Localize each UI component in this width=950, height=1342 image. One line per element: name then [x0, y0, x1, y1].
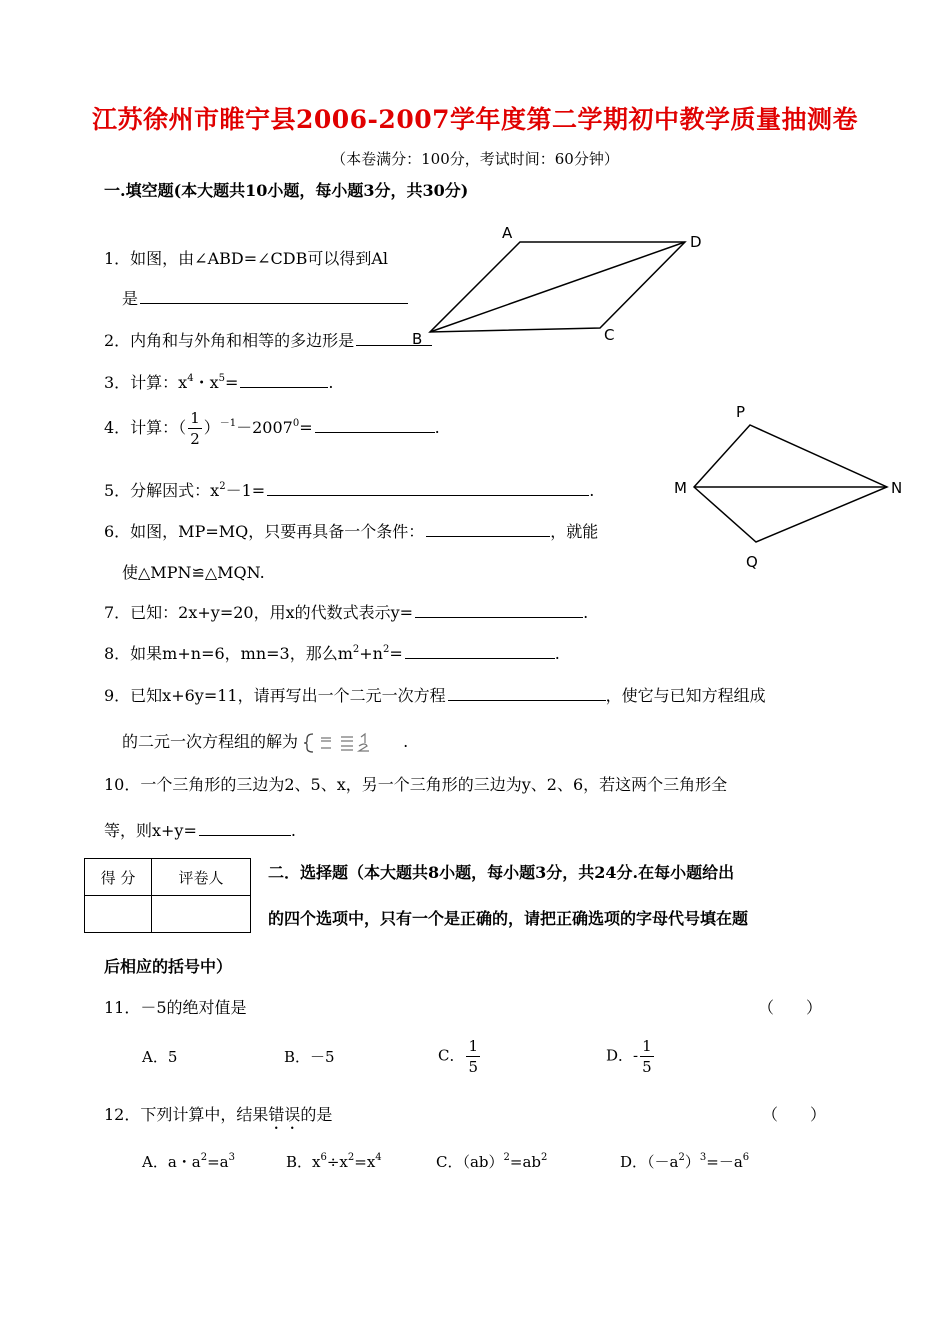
q12-stem-post: 的是 — [300, 1105, 333, 1124]
page-title: 江苏徐州市睢宁县2006-2007学年度第二学期初中教学质量抽测卷 — [91, 105, 859, 134]
q11-option-b[interactable]: B．－5 — [284, 1048, 335, 1066]
q3-end: . — [328, 373, 334, 392]
q1-line2 — [122, 286, 408, 309]
section1-heading: 一.填空题(本大题共10小题，每小题3分，共30分) — [104, 181, 469, 200]
q12-answer-paren[interactable]: （ ） — [762, 1105, 827, 1124]
q12-option-c[interactable] — [436, 1151, 547, 1172]
q7-text: 7．已知：2x+y=20，用x的代数式表示y= — [104, 603, 414, 622]
diagonal-bd — [430, 242, 685, 332]
q7-end: . — [583, 603, 589, 622]
q11-d-den: 5 — [642, 1058, 652, 1076]
q6-line1-end: ，就能 — [550, 522, 599, 541]
q5-end: . — [589, 481, 595, 500]
q2-text: 2．内角和与外角和相等的多边形是 — [104, 331, 355, 350]
q4-num: 1 — [190, 409, 200, 427]
q7 — [104, 600, 588, 623]
score-table — [84, 858, 251, 933]
q11-c-fraction — [466, 1036, 480, 1077]
q5-exp: 2 — [219, 481, 226, 492]
label-m: M — [674, 479, 687, 497]
q11-option-d[interactable] — [606, 1036, 656, 1077]
q8-blank[interactable] — [405, 642, 555, 659]
section2-line1: 二．选择题（本大题共8小题，每小题3分，共24分.在每小题给出 — [268, 863, 735, 882]
score-header: 得 分 — [85, 859, 152, 896]
q12-b-e1: 6 — [320, 1152, 327, 1163]
q8-end: . — [554, 644, 560, 663]
q11-c-den: 5 — [468, 1058, 479, 1076]
q8-exp1: 2 — [352, 644, 360, 655]
q12-c-mid: =ab — [509, 1153, 542, 1171]
section2-line3: 后相应的括号中） — [104, 957, 233, 976]
q10-end: . — [290, 821, 296, 840]
q2-blank[interactable] — [356, 329, 432, 346]
q9-blank[interactable] — [448, 684, 606, 701]
q12-d-mid2: =－a — [706, 1153, 743, 1171]
q12-c-e1: 2 — [503, 1152, 510, 1163]
q3-exp2: 5 — [218, 373, 225, 384]
q12-option-d[interactable] — [620, 1151, 749, 1172]
q12-b-mid2: =x — [354, 1153, 376, 1171]
q5 — [104, 478, 594, 501]
q4-mid: ） — [203, 418, 220, 437]
q11-d-fraction — [640, 1036, 654, 1077]
q8-pre: 8．如果m+n=6，mn=3，那么m — [104, 644, 353, 663]
grader-header: 评卷人 — [152, 859, 251, 896]
q12-a-e1: 2 — [200, 1152, 208, 1163]
q4 — [104, 408, 440, 449]
q11-c-label: C． — [438, 1046, 465, 1065]
q12-stem — [104, 1102, 332, 1133]
q6-blank[interactable] — [426, 520, 550, 537]
q9-line1 — [104, 683, 766, 706]
q12-a-pre: A．a・a — [142, 1153, 201, 1171]
q5-blank[interactable] — [267, 479, 589, 496]
q10-line1: 10．一个三角形的三边为2、5、x，另一个三角形的三边为y、2、6，若这两个三角形全 — [104, 775, 728, 794]
q8-mid: +n — [359, 644, 383, 663]
q12-option-a[interactable] — [142, 1151, 235, 1172]
q3-post: = — [225, 373, 239, 392]
q12-d-e3: 6 — [742, 1152, 750, 1163]
q4-blank[interactable] — [315, 416, 435, 433]
q4-post: = — [299, 418, 313, 437]
q3-mid: ・x — [193, 373, 219, 392]
label-a: A — [502, 224, 513, 242]
q6-line1 — [104, 519, 598, 542]
q3-exp1: 4 — [187, 373, 194, 384]
q1-line1: 1．如图，由∠ABD=∠CDB可以得到Al — [104, 249, 389, 268]
kite-shape — [694, 425, 887, 542]
q12-stem-emphasis: 错误 — [268, 1105, 301, 1124]
q4-mid2: －2007 — [236, 418, 293, 437]
q9-line1-end: ，使它与已知方程组成 — [605, 686, 766, 705]
q12-a-e2: 3 — [228, 1152, 235, 1163]
label-q: Q — [746, 553, 758, 571]
q5-pre: 5．分解因式：x — [104, 481, 220, 500]
q4-den: 2 — [190, 430, 200, 448]
q8 — [104, 641, 560, 664]
q12-b-e2: 2 — [347, 1152, 355, 1163]
q11-option-a[interactable]: A．5 — [142, 1048, 178, 1066]
q3 — [104, 370, 334, 393]
q11-d-label: D．- — [606, 1046, 639, 1065]
figure-parallelogram — [400, 220, 720, 350]
q12-option-b[interactable] — [286, 1151, 382, 1172]
section2-line2: 的四个选项中，只有一个是正确的，请把正确选项的字母代号填在题 — [268, 909, 749, 928]
label-n: N — [891, 479, 903, 497]
q9-line2 — [122, 729, 408, 755]
q12-stem-pre: 12．下列计算中，结果 — [104, 1105, 269, 1124]
q12-c-e2: 2 — [541, 1152, 548, 1163]
q12-b-e3: 4 — [375, 1152, 382, 1163]
label-c: C — [604, 326, 615, 344]
q4-fraction — [188, 408, 202, 449]
q5-post: －1= — [225, 481, 266, 500]
q12-d-e1: 2 — [678, 1152, 685, 1163]
q7-blank[interactable] — [415, 601, 583, 618]
q6-line1-text: 6．如图，MP=MQ，只要再具备一个条件： — [104, 522, 425, 541]
q11-d-num: 1 — [642, 1037, 652, 1055]
q9-line1-text: 9．已知x+6y=11，请再写出一个二元一次方程 — [104, 686, 446, 705]
q2 — [104, 328, 432, 351]
q4-exp1: －1 — [219, 418, 237, 429]
q1-line2-text: 是 — [122, 289, 139, 308]
q4-end: . — [434, 418, 440, 437]
q1-blank[interactable] — [140, 287, 408, 304]
q8-post: = — [389, 644, 403, 663]
equation-system-image — [303, 731, 403, 755]
q4-exp2: 0 — [292, 418, 300, 429]
figure-kite — [660, 395, 920, 575]
q9-line2-text: 的二元一次方程组的解为 — [122, 732, 299, 751]
score-cell[interactable] — [85, 896, 152, 933]
label-d: D — [690, 233, 702, 251]
grader-cell[interactable] — [152, 896, 251, 933]
q12-b-mid: ÷x — [326, 1153, 348, 1171]
label-b: B — [412, 330, 423, 348]
q11-stem: 11．－5的绝对值是 — [104, 998, 247, 1017]
q12-a-mid: =a — [207, 1153, 229, 1171]
q4-pre: 4．计算：（ — [104, 418, 187, 437]
q3-blank[interactable] — [240, 371, 328, 388]
q12-d-mid: ） — [684, 1153, 700, 1171]
q6-line2: 使△MPN≌△MQN. — [122, 563, 265, 582]
q11-c-num: 1 — [468, 1037, 479, 1055]
q10-line2-text: 等，则x+y= — [104, 821, 197, 840]
q12-b-pre: B．x — [286, 1153, 321, 1171]
q8-exp2: 2 — [382, 644, 390, 655]
q12-d-e2: 3 — [699, 1152, 707, 1163]
label-p: P — [736, 403, 746, 421]
q10-line2 — [104, 818, 296, 841]
q10-blank[interactable] — [199, 819, 291, 836]
page-subtitle: （本卷满分：100分，考试时间：60分钟） — [331, 150, 619, 168]
q12-d-pre: D．（－a — [620, 1153, 679, 1171]
q3-pre: 3．计算：x — [104, 373, 188, 392]
q11-answer-paren[interactable]: （ ） — [758, 998, 823, 1017]
q11-option-c[interactable] — [438, 1036, 482, 1077]
q9-line2-end: . — [403, 732, 409, 751]
q12-c-pre: C．（ab） — [436, 1153, 504, 1171]
